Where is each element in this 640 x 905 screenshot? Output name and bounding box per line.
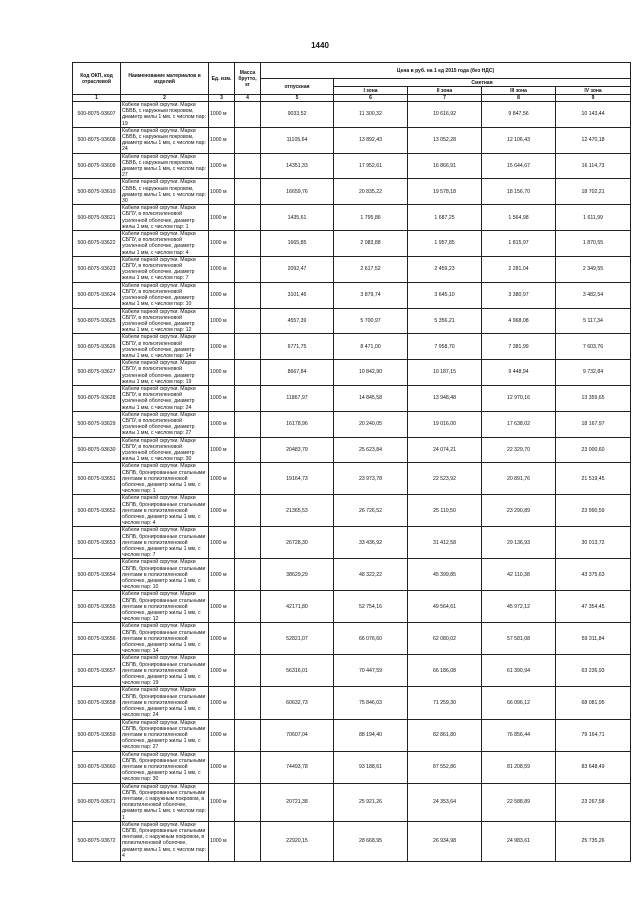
cell-zone-1: 23 973,78 xyxy=(334,463,408,495)
cell-mass xyxy=(235,591,261,623)
cell-zone-2: 19 578,18 xyxy=(408,179,482,205)
cell-code: 500-8075-93654 xyxy=(73,559,121,591)
cell-zone-4: 30 013,72 xyxy=(556,527,631,559)
cell-otpusknaya: 6771,75 xyxy=(261,334,334,360)
cell-zone-1: 14 845,58 xyxy=(334,385,408,411)
cell-code: 500-8075-93656 xyxy=(73,623,121,655)
cell-unit: 1000 м xyxy=(209,783,235,821)
table-row xyxy=(73,334,631,360)
cell-unit: 1000 м xyxy=(209,282,235,308)
cell-unit: 1000 м xyxy=(209,821,235,861)
header-mass: Масса брутто, кг xyxy=(235,63,261,95)
cell-name: Кабели парной скрутки. Марки СБПУ, в полиэтиленовой усиленной оболочке, диаметр жилы 1 мм, с числом пар: 24 xyxy=(121,385,209,411)
cell-name: Кабели парной скрутки. Марки СБПБ, бронированные стальными лентами в полиэтиленовой оболочке, диаметр жилы 1 мм, с числом пар: 1 xyxy=(121,463,209,495)
cell-mass xyxy=(235,385,261,411)
cell-unit: 1000 м xyxy=(209,751,235,783)
table-row xyxy=(73,751,631,783)
cell-otpusknaya: 20721,38 xyxy=(261,783,334,821)
cell-zone-3: 61 390,94 xyxy=(482,655,556,687)
table-row xyxy=(73,282,631,308)
cell-zone-1: 1 795,86 xyxy=(334,205,408,231)
header-zone-4: IV зона xyxy=(556,87,631,95)
cell-otpusknaya: 14351,33 xyxy=(261,153,334,179)
cell-unit: 1000 м xyxy=(209,231,235,257)
cell-zone-3: 9 847,56 xyxy=(482,102,556,128)
column-number: 5 xyxy=(261,95,334,102)
cell-code: 500-8075-93626 xyxy=(73,334,121,360)
table-row xyxy=(73,205,631,231)
header-smetnaya: Сметная xyxy=(334,79,631,87)
cell-code: 500-8075-93660 xyxy=(73,751,121,783)
cell-zone-3: 4 968,08 xyxy=(482,308,556,334)
cell-zone-4: 13 359,65 xyxy=(556,385,631,411)
cell-zone-3: 12 106,43 xyxy=(482,127,556,153)
cell-zone-1: 20 240,05 xyxy=(334,411,408,437)
cell-zone-2: 87 552,86 xyxy=(408,751,482,783)
cell-mass xyxy=(235,437,261,463)
cell-name: Кабели парной скрутки. Марки СБВБ, с наружным покровом, диаметр жилы 1 мм, с числом пар: 30 xyxy=(121,179,209,205)
cell-unit: 1000 м xyxy=(209,205,235,231)
cell-zone-2: 7 958,70 xyxy=(408,334,482,360)
cell-name: Кабели парной скрутки. Марки СБПУ, в полиэтиленовой усиленной оболочке, диаметр жилы 1 мм, с числом пар: 30 xyxy=(121,437,209,463)
cell-zone-1: 8 471,00 xyxy=(334,334,408,360)
cell-zone-2: 66 186,08 xyxy=(408,655,482,687)
cell-zone-1: 88 194,40 xyxy=(334,719,408,751)
cell-name: Кабели парной скрутки. Марки СБПБ, бронированные стальными лентами в полиэтиленовой оболочке, диаметр жилы 1 мм, с числом пар: 30 xyxy=(121,751,209,783)
cell-zone-2: 10 616,92 xyxy=(408,102,482,128)
cell-zone-1: 93 188,61 xyxy=(334,751,408,783)
cell-otpusknaya: 4557,39 xyxy=(261,308,334,334)
cell-zone-4: 23 990,59 xyxy=(556,495,631,527)
cell-zone-3: 9 448,94 xyxy=(482,360,556,386)
cell-code: 500-8075-93625 xyxy=(73,308,121,334)
cell-zone-4: 18 702,21 xyxy=(556,179,631,205)
cell-code: 500-8075-93653 xyxy=(73,527,121,559)
column-number: 1 xyxy=(73,95,121,102)
cell-zone-2: 25 110,50 xyxy=(408,495,482,527)
cell-code: 500-8075-93657 xyxy=(73,655,121,687)
cell-otpusknaya: 60632,73 xyxy=(261,687,334,719)
cell-zone-2: 24 353,64 xyxy=(408,783,482,821)
cell-zone-4: 25 735,26 xyxy=(556,821,631,861)
cell-mass xyxy=(235,231,261,257)
cell-otpusknaya: 70607,04 xyxy=(261,719,334,751)
cell-unit: 1000 м xyxy=(209,256,235,282)
page-number: 1440 xyxy=(311,41,329,50)
cell-unit: 1000 м xyxy=(209,102,235,128)
table-row xyxy=(73,463,631,495)
cell-name: Кабели парной скрутки. Марки СБПУ, в полиэтиленовой усиленной оболочке, диаметр жилы 1 мм, с числом пар: 12 xyxy=(121,308,209,334)
cell-unit: 1000 м xyxy=(209,559,235,591)
cell-mass xyxy=(235,179,261,205)
header-name: Наименование материалов и изделий xyxy=(121,63,209,95)
header-otpusknaya: отпускная xyxy=(261,79,334,95)
cell-zone-3: 23 290,89 xyxy=(482,495,556,527)
cell-mass xyxy=(235,102,261,128)
cell-mass xyxy=(235,153,261,179)
cell-zone-1: 75 846,03 xyxy=(334,687,408,719)
cell-name: Кабели парной скрутки. Марки СБПБ, бронированные стальными лентами в полиэтиленовой оболочке, диаметр жилы 1 мм, с числом пар: 4 xyxy=(121,495,209,527)
cell-otpusknaya: 1665,85 xyxy=(261,231,334,257)
cell-zone-3: 18 156,70 xyxy=(482,179,556,205)
cell-zone-1: 25 623,84 xyxy=(334,437,408,463)
cell-zone-3: 76 856,44 xyxy=(482,719,556,751)
cell-zone-4: 47 354,45 xyxy=(556,591,631,623)
cell-otpusknaya: 8667,84 xyxy=(261,360,334,386)
cell-otpusknaya: 26728,30 xyxy=(261,527,334,559)
cell-name: Кабели парной скрутки. Марки СБПБ, бронированные стальными лентами в полиэтиленовой оболочке, диаметр жилы 1 мм, с числом пар: 7 xyxy=(121,527,209,559)
cell-zone-3: 57 581,08 xyxy=(482,623,556,655)
header-zone-3: III зона xyxy=(482,87,556,95)
table-row xyxy=(73,783,631,821)
cell-zone-2: 16 866,91 xyxy=(408,153,482,179)
cell-otpusknaya: 1435,61 xyxy=(261,205,334,231)
table-body xyxy=(73,102,631,862)
cell-zone-3: 81 208,59 xyxy=(482,751,556,783)
cell-code: 500-8075-93630 xyxy=(73,437,121,463)
cell-zone-1: 2 083,88 xyxy=(334,231,408,257)
cell-zone-4: 12 470,18 xyxy=(556,127,631,153)
cell-zone-1: 28 668,95 xyxy=(334,821,408,861)
cell-zone-2: 22 523,92 xyxy=(408,463,482,495)
cell-code: 500-8075-93629 xyxy=(73,411,121,437)
cell-name: Кабели парной скрутки. Марки СБПБ, бронированные стальными лентами в полиэтиленовой оболочке, диаметр жилы 1 мм, с числом пар: 19 xyxy=(121,655,209,687)
table-row xyxy=(73,360,631,386)
cell-zone-4: 1 870,55 xyxy=(556,231,631,257)
cell-zone-1: 13 892,43 xyxy=(334,127,408,153)
table-row xyxy=(73,308,631,334)
cell-zone-2: 71 259,30 xyxy=(408,687,482,719)
cell-zone-2: 62 080,02 xyxy=(408,623,482,655)
cell-mass xyxy=(235,527,261,559)
cell-unit: 1000 м xyxy=(209,308,235,334)
cell-zone-3: 22 329,70 xyxy=(482,437,556,463)
cell-mass xyxy=(235,282,261,308)
cell-zone-2: 49 564,61 xyxy=(408,591,482,623)
column-number: 6 xyxy=(334,95,408,102)
cell-code: 500-8075-93671 xyxy=(73,783,121,821)
table-row xyxy=(73,127,631,153)
cell-otpusknaya: 56316,01 xyxy=(261,655,334,687)
cell-code: 500-8075-93655 xyxy=(73,591,121,623)
header-zone-2: II зона xyxy=(408,87,482,95)
cell-mass xyxy=(235,783,261,821)
cell-zone-1: 26 726,52 xyxy=(334,495,408,527)
cell-code: 500-8075-93659 xyxy=(73,719,121,751)
cell-zone-3: 12 970,16 xyxy=(482,385,556,411)
cell-unit: 1000 м xyxy=(209,591,235,623)
cell-zone-1: 66 076,60 xyxy=(334,623,408,655)
cell-otpusknaya: 74493,78 xyxy=(261,751,334,783)
cell-zone-1: 2 617,52 xyxy=(334,256,408,282)
cell-name: Кабели парной скрутки. Марки СБПУ, в полиэтиленовой усиленной оболочке, диаметр жилы 1 мм, с числом пар: 14 xyxy=(121,334,209,360)
cell-zone-2: 26 934,98 xyxy=(408,821,482,861)
cell-mass xyxy=(235,495,261,527)
table-row xyxy=(73,559,631,591)
cell-code: 500-8075-93627 xyxy=(73,360,121,386)
cell-unit: 1000 м xyxy=(209,495,235,527)
cell-zone-4: 59 311,84 xyxy=(556,623,631,655)
cell-mass xyxy=(235,655,261,687)
column-number: 2 xyxy=(121,95,209,102)
cell-zone-4: 21 519,45 xyxy=(556,463,631,495)
cell-zone-2: 13 052,28 xyxy=(408,127,482,153)
cell-zone-1: 25 921,26 xyxy=(334,783,408,821)
cell-zone-4: 63 236,93 xyxy=(556,655,631,687)
column-number: 4 xyxy=(235,95,261,102)
cell-unit: 1000 м xyxy=(209,623,235,655)
cell-zone-4: 2 349,55 xyxy=(556,256,631,282)
cell-mass xyxy=(235,308,261,334)
cell-mass xyxy=(235,623,261,655)
cell-otpusknaya: 11105,64 xyxy=(261,127,334,153)
table-row xyxy=(73,231,631,257)
cell-mass xyxy=(235,256,261,282)
cell-code: 500-8075-93672 xyxy=(73,821,121,861)
cell-otpusknaya: 3101,46 xyxy=(261,282,334,308)
cell-zone-4: 23 000,60 xyxy=(556,437,631,463)
header-zone-1: I зона xyxy=(334,87,408,95)
cell-zone-4: 23 267,58 xyxy=(556,783,631,821)
cell-name: Кабели парной скрутки. Марки СБПУ, в полиэтиленовой усиленной оболочке, диаметр жилы 1 мм, с числом пар: 10 xyxy=(121,282,209,308)
cell-unit: 1000 м xyxy=(209,655,235,687)
cell-code: 500-8075-93658 xyxy=(73,687,121,719)
cell-code: 500-8075-93652 xyxy=(73,495,121,527)
cell-code: 500-8075-93610 xyxy=(73,179,121,205)
cell-zone-2: 82 861,80 xyxy=(408,719,482,751)
cell-code: 500-8075-93609 xyxy=(73,153,121,179)
cell-zone-4: 9 732,84 xyxy=(556,360,631,386)
cell-unit: 1000 м xyxy=(209,527,235,559)
table-row xyxy=(73,527,631,559)
cell-zone-4: 18 167,97 xyxy=(556,411,631,437)
cell-zone-2: 1 957,85 xyxy=(408,231,482,257)
cell-code: 500-8075-93622 xyxy=(73,231,121,257)
cell-mass xyxy=(235,127,261,153)
cell-otpusknaya: 52821,07 xyxy=(261,623,334,655)
header-price-group: Цена в руб. на 1 ед 2015 года (без НДС) xyxy=(261,63,631,79)
cell-zone-3: 22 588,89 xyxy=(482,783,556,821)
cell-name: Кабели парной скрутки. Марки СБПУ, в полиэтиленовой усиленной оболочке, диаметр жилы 1 мм, с числом пар: 4 xyxy=(121,231,209,257)
cell-zone-2: 3 645,10 xyxy=(408,282,482,308)
cell-name: Кабели парной скрутки. Марки СБПБ, бронированные стальными лентами в полиэтиленовой оболочке, диаметр жилы 1 мм, с числом пар: 24 xyxy=(121,687,209,719)
cell-name: Кабели парной скрутки. Марки СБПУ, в полиэтиленовой усиленной оболочке, диаметр жилы 1 мм, с числом пар: 1 xyxy=(121,205,209,231)
column-number-row xyxy=(73,95,631,102)
cell-zone-3: 42 110,38 xyxy=(482,559,556,591)
cell-unit: 1000 м xyxy=(209,687,235,719)
table-row xyxy=(73,411,631,437)
cell-otpusknaya: 20483,79 xyxy=(261,437,334,463)
column-number: 9 xyxy=(556,95,631,102)
cell-zone-1: 20 835,22 xyxy=(334,179,408,205)
cell-zone-4: 7 603,76 xyxy=(556,334,631,360)
cell-otpusknaya: 42171,80 xyxy=(261,591,334,623)
cell-unit: 1000 м xyxy=(209,463,235,495)
cell-zone-2: 13 948,48 xyxy=(408,385,482,411)
cell-zone-2: 24 074,21 xyxy=(408,437,482,463)
cell-zone-2: 45 399,85 xyxy=(408,559,482,591)
cell-otpusknaya: 2092,47 xyxy=(261,256,334,282)
cell-code: 500-8075-93621 xyxy=(73,205,121,231)
cell-name: Кабели парной скрутки. Марки СБПБ, бронированные стальными лентами в полиэтиленовой оболочке, диаметр жилы 1 мм, с числом пар: 12 xyxy=(121,591,209,623)
cell-name: Кабели парной скрутки. Марки СБПБ, бронированные стальными лентами, с наружным покровом, в полиэтиленовой оболочке, диаметр жилы 1 мм, с числом пар: 4 xyxy=(121,821,209,861)
cell-zone-4: 68 081,95 xyxy=(556,687,631,719)
cell-name: Кабели парной скрутки. Марки СБПБ, бронированные стальными лентами, с наружным покровом, в полиэтиленовой оболочке, диаметр жилы 1 мм, с числом пар: 1 xyxy=(121,783,209,821)
cell-name: Кабели парной скрутки. Марки СБВБ, с наружным покровом, диаметр жилы 1 мм, с числом пар: 19 xyxy=(121,102,209,128)
cell-zone-4: 5 117,34 xyxy=(556,308,631,334)
cell-zone-2: 10 187,15 xyxy=(408,360,482,386)
cell-zone-3: 29 136,93 xyxy=(482,527,556,559)
cell-name: Кабели парной скрутки. Марки СБПБ, бронированные стальными лентами в полиэтиленовой оболочке, диаметр жилы 1 мм, с числом пар: 27 xyxy=(121,719,209,751)
cell-mass xyxy=(235,360,261,386)
table-row xyxy=(73,437,631,463)
cell-zone-3: 66 096,12 xyxy=(482,687,556,719)
table-row xyxy=(73,623,631,655)
table-row xyxy=(73,256,631,282)
cell-unit: 1000 м xyxy=(209,153,235,179)
cell-mass xyxy=(235,719,261,751)
cell-otpusknaya: 16659,76 xyxy=(261,179,334,205)
cell-zone-4: 10 143,44 xyxy=(556,102,631,128)
cell-mass xyxy=(235,334,261,360)
cell-unit: 1000 м xyxy=(209,437,235,463)
cell-name: Кабели парной скрутки. Марки СБПБ, бронированные стальными лентами в полиэтиленовой оболочке, диаметр жилы 1 мм, с числом пар: 14 xyxy=(121,623,209,655)
cell-otpusknaya: 16178,96 xyxy=(261,411,334,437)
table-row xyxy=(73,687,631,719)
cell-code: 500-8075-93608 xyxy=(73,127,121,153)
cell-unit: 1000 м xyxy=(209,385,235,411)
cell-unit: 1000 м xyxy=(209,360,235,386)
table-row xyxy=(73,385,631,411)
cell-otpusknaya: 38629,29 xyxy=(261,559,334,591)
header-code: Код ОКП, код отраслевой xyxy=(73,63,121,95)
cell-name: Кабели парной скрутки. Марки СБПУ, в полиэтиленовой усиленной оболочке, диаметр жилы 1 мм, с числом пар: 19 xyxy=(121,360,209,386)
cell-code: 500-8075-93624 xyxy=(73,282,121,308)
table-row xyxy=(73,655,631,687)
cell-code: 500-8075-93628 xyxy=(73,385,121,411)
cell-name: Кабели парной скрутки. Марки СБВБ, с наружным покровом, диаметр жилы 1 мм, с числом пар: 27 xyxy=(121,153,209,179)
cell-unit: 1000 м xyxy=(209,411,235,437)
cell-zone-4: 83 648,49 xyxy=(556,751,631,783)
header-unit: Ед. изм. xyxy=(209,63,235,95)
cell-otpusknaya: 22920,15 xyxy=(261,821,334,861)
cell-zone-3: 20 891,76 xyxy=(482,463,556,495)
cell-mass xyxy=(235,687,261,719)
cell-code: 500-8075-93651 xyxy=(73,463,121,495)
cell-zone-4: 16 114,73 xyxy=(556,153,631,179)
table-row xyxy=(73,179,631,205)
cell-zone-3: 45 972,12 xyxy=(482,591,556,623)
cell-code: 500-8075-93607 xyxy=(73,102,121,128)
cell-zone-2: 31 412,58 xyxy=(408,527,482,559)
cell-zone-3: 15 644,67 xyxy=(482,153,556,179)
cell-zone-4: 3 482,54 xyxy=(556,282,631,308)
table-row xyxy=(73,821,631,861)
cell-zone-1: 3 879,74 xyxy=(334,282,408,308)
table-row xyxy=(73,495,631,527)
cell-zone-1: 17 952,61 xyxy=(334,153,408,179)
cell-name: Кабели парной скрутки. Марки СБВБ, с наружным покровом, диаметр жилы 1 мм, с числом пар: 24 xyxy=(121,127,209,153)
cell-unit: 1000 м xyxy=(209,179,235,205)
cell-name: Кабели парной скрутки. Марки СБПУ, в полиэтиленовой усиленной оболочке, диаметр жилы 1 мм, с числом пар: 7 xyxy=(121,256,209,282)
cell-zone-3: 17 638,02 xyxy=(482,411,556,437)
cell-otpusknaya: 19164,73 xyxy=(261,463,334,495)
cell-zone-1: 33 436,92 xyxy=(334,527,408,559)
cell-zone-3: 24 983,61 xyxy=(482,821,556,861)
cell-zone-3: 1 564,98 xyxy=(482,205,556,231)
cell-mass xyxy=(235,821,261,861)
cell-zone-2: 5 356,21 xyxy=(408,308,482,334)
cell-otpusknaya: 11867,97 xyxy=(261,385,334,411)
cell-zone-3: 3 380,97 xyxy=(482,282,556,308)
table-row xyxy=(73,102,631,128)
cell-zone-1: 48 322,22 xyxy=(334,559,408,591)
cell-otpusknaya: 21365,53 xyxy=(261,495,334,527)
cell-zone-1: 5 700,97 xyxy=(334,308,408,334)
cell-mass xyxy=(235,205,261,231)
cell-zone-4: 79 164,71 xyxy=(556,719,631,751)
cell-zone-1: 10 842,90 xyxy=(334,360,408,386)
cell-code: 500-8075-93623 xyxy=(73,256,121,282)
cell-zone-4: 43 375,63 xyxy=(556,559,631,591)
cell-name: Кабели парной скрутки. Марки СБПУ, в полиэтиленовой усиленной оболочке, диаметр жилы 1 мм, с числом пар: 27 xyxy=(121,411,209,437)
price-table xyxy=(72,62,631,862)
cell-zone-3: 2 281,04 xyxy=(482,256,556,282)
column-number: 7 xyxy=(408,95,482,102)
cell-otpusknaya: 9033,52 xyxy=(261,102,334,128)
cell-zone-2: 1 687,25 xyxy=(408,205,482,231)
cell-unit: 1000 м xyxy=(209,127,235,153)
cell-zone-1: 70 447,59 xyxy=(334,655,408,687)
cell-mass xyxy=(235,559,261,591)
cell-zone-4: 1 611,99 xyxy=(556,205,631,231)
cell-zone-2: 19 016,00 xyxy=(408,411,482,437)
cell-zone-3: 1 815,97 xyxy=(482,231,556,257)
cell-mass xyxy=(235,411,261,437)
table-row xyxy=(73,719,631,751)
table-row xyxy=(73,153,631,179)
cell-zone-3: 7 381,99 xyxy=(482,334,556,360)
cell-unit: 1000 м xyxy=(209,334,235,360)
cell-mass xyxy=(235,463,261,495)
cell-mass xyxy=(235,751,261,783)
column-number: 8 xyxy=(482,95,556,102)
cell-unit: 1000 м xyxy=(209,719,235,751)
table-row xyxy=(73,591,631,623)
cell-name: Кабели парной скрутки. Марки СБПБ, бронированные стальными лентами в полиэтиленовой оболочке, диаметр жилы 1 мм, с числом пар: 10 xyxy=(121,559,209,591)
cell-zone-2: 2 459,23 xyxy=(408,256,482,282)
cell-zone-1: 11 300,32 xyxy=(334,102,408,128)
column-number: 3 xyxy=(209,95,235,102)
cell-zone-1: 52 754,16 xyxy=(334,591,408,623)
